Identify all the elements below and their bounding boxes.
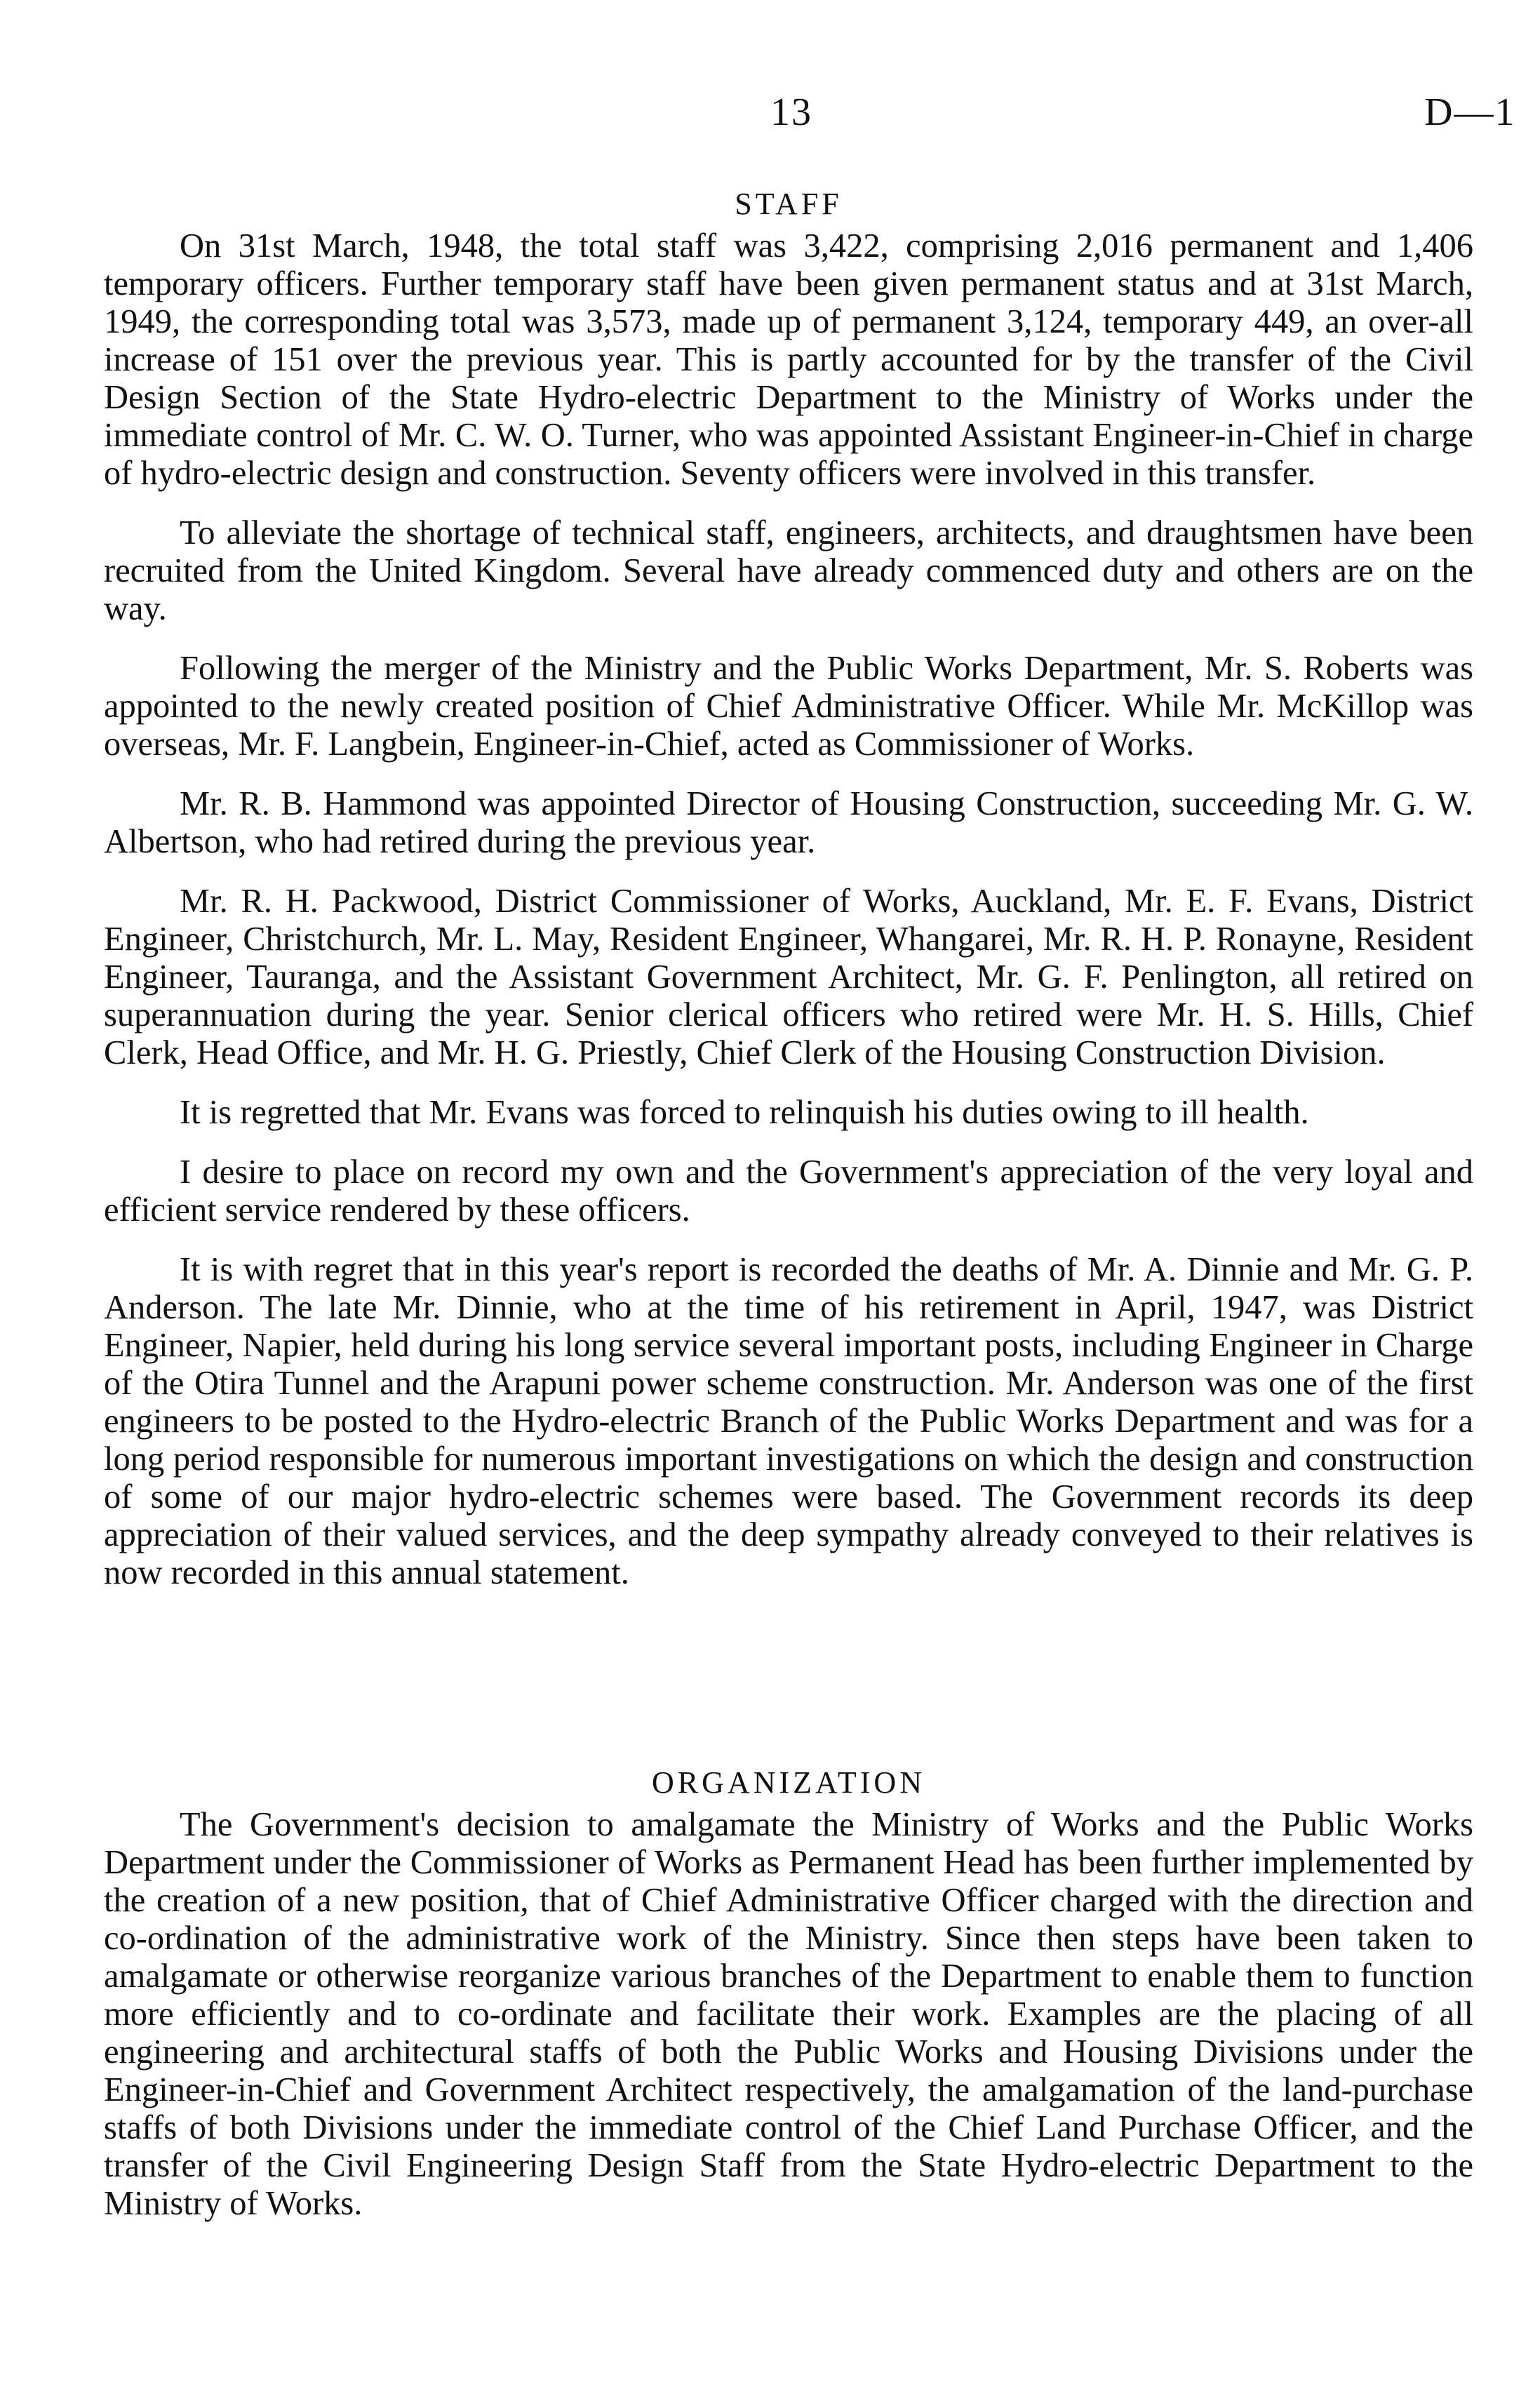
staff-paragraph: I desire to place on record my own and the Government's appreciation of the very loyal and efficient service rendered by these officers. [104, 1153, 1473, 1229]
staff-paragraph: On 31st March, 1948, the total staff was 3,422, comprising 2,016 permanent and 1,406 temporary officers. Further temporary staff have been given permanent status and at 31st March, 1949, the corresponding total was 3,573, made up of permanent 3,124, temporary 449, an over-all increase of 151 over the previous year. This is partly accounted for by the transfer of the Civil Design Section of the State Hydro-electric Department to the Ministry of Works under the immediate control of Mr. C. W. O. Turner, who was appointed Assistant Engineer-in-Chief in charge of hydro-electric design and construction. Seventy officers were involved in this transfer. [104, 227, 1473, 492]
staff-heading: STAFF [735, 187, 843, 221]
staff-paragraph: Mr. R. H. Packwood, District Commissioner of Works, Auckland, Mr. E. F. Evans, District Engineer, Christchurch, Mr. L. May, Resident Engineer, Whangarei, Mr. R. H. P. Ronayne, Resident Engineer, Tauranga, and the Assistant Government Architect, Mr. G. F. Penlington, all retired on superannuation during the year. Senior clerical officers who retired were Mr. H. S. Hills, Chief Clerk, Head Office, and Mr. H. G. Priestly, Chief Clerk of the Housing Construction Division. [104, 883, 1473, 1071]
staff-section [104, 186, 1473, 1614]
organization-section [104, 1765, 1473, 2245]
staff-paragraph: It is regretted that Mr. Evans was forced to relinquish his duties owing to ill health. [180, 1094, 1309, 1131]
document-reference: D—1 [1424, 91, 1516, 134]
staff-paragraph: It is with regret that in this year's report is recorded the deaths of Mr. A. Dinnie and Mr. G. P. Anderson. The late Mr. Dinnie, who at the time of his retirement in April, 1947, was District Engineer, Napier, held during his long service several important posts, including Engineer in Charge of the Otira Tunnel and the Arapuni power scheme construction. Mr. Anderson was one of the first engineers to be posted to the Hydro-electric Branch of the Public Works Department and was for a long period responsible for numerous important investigations on which the design and construction of some of our major hydro-electric schemes were based. The Government records its deep appreciation of their valued services, and the deep sympathy already conveyed to their relatives is now recorded in this annual statement. [104, 1251, 1473, 1591]
staff-paragraph: Mr. R. B. Hammond was appointed Director of Housing Construction, succeeding Mr. G. W. Albertson, who had retired during the previous year. [104, 785, 1473, 860]
staff-paragraph: Following the merger of the Ministry and the Public Works Department, Mr. S. Roberts was appointed to the newly created position of Chief Administrative Officer. While Mr. McKillop was overseas, Mr. F. Langbein, Engineer-in-Chief, acted as Commissioner of Works. [104, 650, 1473, 763]
organization-heading: ORGANIZATION [652, 1765, 925, 1800]
page-number: 13 [770, 91, 812, 134]
organization-paragraph: The Government's decision to amalgamate the Ministry of Works and the Public Works Department under the Commissioner of Works as Permanent Head has been further implemented by the creation of a new position, that of Chief Administrative Officer charged with the direction and co-ordination of the administrative work of the Ministry. Since then steps have been taken to amalgamate or otherwise reorganize various branches of the Department to enable them to function more efficiently and to co-ordinate and facilitate their work. Examples are the placing of all engineering and architectural staffs of both the Public Works and Housing Divisions under the Engineer-in-Chief and Government Architect respectively, the amalgamation of the land-purchase staffs of both Divisions under the immediate control of the Chief Land Purchase Officer, and the transfer of the Civil Engineering Design Staff from the State Hydro-electric Department to the Ministry of Works. [104, 1806, 1473, 2222]
staff-paragraph: To alleviate the shortage of technical staff, engineers, architects, and draughtsmen have been recruited from the United Kingdom. Several have already commenced duty and others are on the way. [104, 514, 1473, 627]
